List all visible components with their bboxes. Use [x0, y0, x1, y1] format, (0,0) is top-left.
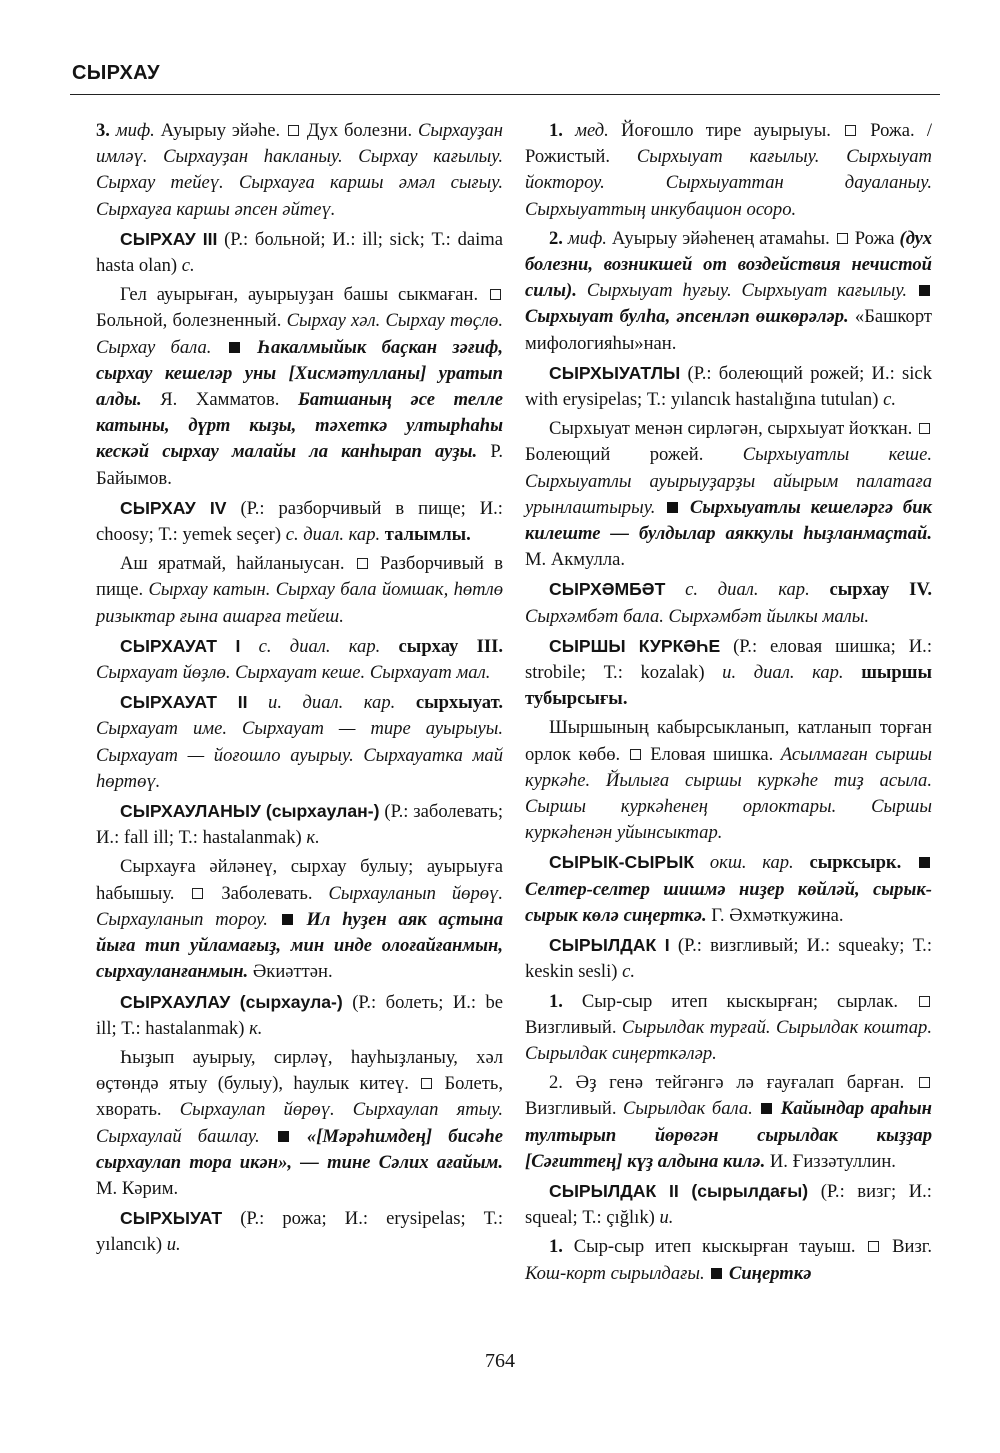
entry-syryldak-ii — [525, 1178, 932, 1231]
part-of-speech: и. — [659, 1207, 674, 1229]
headword: СЫРЫЛДАК II — [549, 1180, 679, 1201]
headword: СЫРХАУ IV — [120, 497, 227, 518]
citation-author: И. Ғиззәтуллин. — [769, 1150, 896, 1172]
translations: (Р.: рожа; И.: erysipelas; Т.: yılancık) — [96, 1208, 503, 1256]
part-of-speech: с. — [181, 255, 195, 277]
russian-equivalent: Заболевать. — [221, 882, 313, 904]
russian-equivalent: Рожа — [854, 227, 895, 249]
translation-marker-icon — [845, 125, 856, 136]
headword: СЫРХЫУАТ — [120, 1208, 223, 1229]
usage-label: с. диал. кар. — [258, 635, 381, 657]
definition: Һыҙып ауырыу, сирләү, һауһыҙланыу, хәл өҫтөндә ятыу (булыу), һаулык китеү. — [96, 1046, 503, 1095]
examples: Сырылдак турғай. Сырылдак коштар. Сырылдак сиңерткәләр. — [525, 1016, 932, 1064]
citation: Һакалмыйык баҫкан зәғиф, сырхау кешеләр уны [Хисмәтулланы] уратып алды. — [96, 336, 504, 411]
left-column — [96, 118, 503, 1262]
part-of-speech: к. — [306, 827, 320, 849]
stem-form: (сырылдағы) — [691, 1180, 809, 1201]
examples: Сырхауат име. Сырхауат — тире ауырыуы. Сырхауат — йоғошло ауырыу. Сырхауатка май һөртөү. — [96, 718, 503, 792]
translations: (Р.: заболевать; И.: fall ill; Т.: hastalanmak) — [96, 801, 503, 849]
citation-author: «Башкорт мифологияһы»нан. — [525, 306, 932, 354]
translation-marker-icon — [919, 1077, 930, 1088]
entry-body — [96, 282, 503, 492]
citation-marker-icon — [919, 857, 930, 868]
citation: Кайындар араһын тултырып йөрөгән сырылдак кыҙҙар [Сәғиттең] күҙ алдына килә. — [525, 1098, 932, 1172]
definition: Ауырыу эйәһенең атамаһы. — [611, 227, 830, 249]
translation-marker-icon — [837, 233, 848, 244]
usage-label: с. диал. кар. — [285, 524, 381, 546]
citation: «[Мәрәһимдең] бисәһе сырхаулап тора икән», — тине Сәлих ағайым. — [96, 1125, 503, 1173]
headword: СЫРХӘМБӘТ — [549, 579, 666, 600]
gloss: (дух болезни, возникшей от воздействия нечистой силы). — [525, 227, 932, 302]
usage-label: с. диал. кар. — [685, 579, 810, 601]
citation-author: М. Акмулла. — [525, 549, 625, 571]
usage-label: окш. кар. — [709, 852, 794, 874]
citation: Сырхыуатлы кешеләргә бик килеште — булдылар аяккулы һыҙланмаҫтай. — [525, 496, 932, 545]
translations: (Р.: болеть; И.: be ill; Т.: hastalanmak) — [96, 991, 504, 1039]
translations: (Р.: еловая шишка; И.: strobile; Т.: kozalak) — [525, 635, 932, 684]
translation-marker-icon — [357, 558, 368, 569]
examples: Сырхыуатлы кеше. Сырхыуатлы ауырыуҙарҙы айырым палатаға урынлаштырыу. — [525, 444, 932, 518]
headword: СЫРХАУ III — [120, 228, 218, 249]
definition: Шыршының кабырсыкланып, катланып торған орлок көбө. — [525, 717, 932, 765]
right-column — [525, 118, 932, 1290]
russian-equivalent: Визгливый. — [525, 1016, 617, 1038]
entry-syrhyuat-sense-2 — [525, 226, 932, 357]
definition: Гел ауырыған, ауырыуҙан башы сыкмаған. — [120, 284, 479, 306]
citation-marker-icon — [229, 342, 240, 353]
entry-syrhyuat-sense-1 — [525, 118, 932, 223]
citation-marker-icon — [282, 914, 293, 925]
examples: Сырхауат йөҙлө. Сырхауат кеше. Сырхауат мал. — [96, 662, 491, 684]
entry-body — [525, 715, 932, 846]
stem-form: (сырхаула-) — [239, 991, 343, 1012]
entry-body — [96, 551, 503, 630]
citation-author: Әкиәттән. — [252, 961, 333, 983]
entry-syrshy-kurkahe — [525, 633, 932, 713]
citation-author: Г. Әхмәткужина. — [711, 904, 844, 926]
entry-sense-1 — [525, 989, 932, 1068]
sense-number: 1. — [549, 1236, 563, 1258]
citation-marker-icon — [278, 1131, 289, 1142]
russian-equivalent: Болеющий рожей. — [525, 444, 704, 466]
entry-body — [96, 854, 503, 985]
usage-label: миф. — [567, 227, 607, 249]
headword: СЫРЫК-СЫРЫК — [549, 852, 695, 873]
citation: Сырхыуат булһа, әпсенләп өшкөрәләр. — [525, 306, 849, 328]
russian-equivalent: Еловая шишка. — [650, 743, 774, 765]
entry-syrhambat — [525, 576, 932, 629]
definition: Сыр-сыр итеп кыскырған; сырлак. — [581, 990, 899, 1012]
entry-syrhau-ii-sense-3 — [96, 118, 503, 223]
entry-syrhaulau — [96, 989, 503, 1042]
sense-number: 3. — [96, 120, 110, 141]
examples: Кош-корт сырылдағы. — [525, 1262, 705, 1284]
russian-equivalent: Рожа. / Рожистый. — [525, 120, 932, 168]
part-of-speech: и. — [166, 1234, 181, 1256]
citation-marker-icon — [711, 1268, 722, 1279]
cross-reference: сырхау III. — [398, 635, 503, 657]
definition: Әҙ генә тейгәнгә лә ғауғалап барған. — [575, 1072, 905, 1094]
definition: Йоғошло тире ауырыуы. — [621, 120, 831, 141]
translations: (Р.: больной; И.: ill; sick; Т.: daima hasta olan) — [96, 228, 503, 277]
cross-reference: талымлы. — [384, 524, 471, 546]
sense-number: 2. — [549, 1072, 563, 1094]
header-rule — [70, 94, 940, 95]
translations: (Р.: болеющий рожей; И.: sick with erysipelas; Т.: yılancık hastalığına tutulan) — [525, 362, 932, 411]
usage-label: мед. — [575, 120, 609, 141]
examples: Сырхау хәл. Сырхау төҫлө. Сырхау бала. — [96, 310, 503, 358]
examples: Сырхаулап йөрөү. Сырхаулап ятыу. Сырхаулай башлау. — [96, 1099, 503, 1147]
entry-syrhyuat — [96, 1205, 503, 1258]
headword: СЫРХЫУАТЛЫ — [549, 362, 681, 383]
cross-reference: сырксырк. — [809, 852, 902, 874]
citation-marker-icon — [667, 502, 678, 513]
examples: Сырхауланып йөрөү. Сырхауланып тороу. — [96, 882, 503, 930]
examples: Сырхыуат кағылыу. Сырхыуат йоктороу. Сырхыуаттан дауаланыу. Сырхыуаттың инкубацион осоро. — [525, 146, 932, 220]
headword: СЫРХАУЛАУ — [120, 991, 231, 1012]
citation: Батшаның әсе телле катыны, дүрт кыҙы, тәхеткә ултырһаһы кескәй сырхау малайы ла канһырап ауҙы. — [96, 389, 504, 463]
usage-label: и. диал. кар. — [268, 692, 396, 714]
entry-body — [96, 1045, 503, 1202]
translations: (Р.: визгливый; И.: squeaky; Т.: keskin sesli) — [525, 935, 932, 983]
citation-marker-icon — [919, 285, 930, 296]
usage-label: миф. — [115, 120, 155, 141]
stem-form: (сырхаулан-) — [265, 801, 380, 822]
examples: Сырылдак бала. — [622, 1098, 753, 1120]
headword: СЫРХАУЛАНЫУ — [120, 801, 261, 822]
translation-marker-icon — [421, 1078, 432, 1089]
entry-syrhau-iv — [96, 495, 503, 548]
translation-marker-icon — [630, 749, 641, 760]
translation-marker-icon — [868, 1241, 879, 1252]
headword: СЫРХАУАТ II — [120, 692, 248, 713]
citation: Селтер-селтер шишмә ниҙер көйләй, сырык-сырык көлә сиңерткә. — [525, 878, 932, 926]
translation-marker-icon — [919, 423, 930, 434]
cross-reference: сырхау IV. — [829, 579, 932, 601]
citation: Ил һуҙен аяк аҫтына йыға тип уйламағыҙ, мин инде олоғайғанмын, сырхауланғанмын. — [96, 908, 503, 983]
entry-sense-1 — [525, 1234, 932, 1286]
entry-syrhaulanyu — [96, 798, 503, 851]
examples: Сырхыуат һуғыу. Сырхыуат кағылыу. — [586, 280, 908, 302]
russian-equivalent: Визг. — [892, 1236, 932, 1258]
russian-equivalent: Визгливый. — [525, 1098, 617, 1120]
definition: Аш яратмай, һайланыусан. — [120, 553, 345, 575]
usage-label: и. диал. кар. — [722, 662, 844, 684]
cross-reference: шыршы тубырсығы. — [525, 662, 932, 710]
entry-syrhyuatly — [525, 360, 932, 413]
entry-sense-2 — [525, 1070, 932, 1175]
sense-number: 2. — [549, 227, 563, 249]
citation: Сиңерткә — [728, 1262, 812, 1284]
running-head: СЫРХАУ — [72, 62, 160, 84]
definition: Сыр-сыр итеп кыскырған тауыш. — [573, 1236, 856, 1258]
definition: Ауырыу эйәһе. — [160, 120, 281, 141]
examples: Сырхауҙан имләү. Сырхауҙан һакланыу. Сырхау кағылыу. Сырхау тейеү. Сырхауға каршы әмәл сығыу. Сырхауға каршы әпсен әйтеү. — [96, 120, 503, 220]
russian-equivalent: Разборчивый в пище. — [96, 553, 503, 601]
definition: Сырхыуат менән сирләгән, сырхыуат йоҡҡан. — [549, 418, 913, 440]
entry-syrhauat-ii — [96, 689, 503, 795]
examples: Асылмаған сыршы куркәһе. Йылыға сыршы куркәһе тиҙ асыла. Сыршы куркәһенең орлоктары. Сыршы куркәһенән уйынсыктар. — [525, 743, 933, 844]
citation-author: М. Кәрим. — [96, 1177, 179, 1199]
translation-marker-icon — [490, 289, 501, 300]
sense-number: 1. — [549, 990, 563, 1012]
examples: Сырхәмбәт бала. Сырхәмбәт йылкы малы. — [525, 605, 869, 627]
headword: СЫРЫЛДАК I — [549, 935, 670, 956]
sense-number: 1. — [549, 120, 563, 141]
definition: Сырхауға әйләнеү, сырхау булыу; ауырыуға һабышыу. — [96, 856, 503, 904]
russian-equivalent: Больной, болезненный. — [96, 310, 282, 332]
part-of-speech: с. — [883, 389, 896, 411]
entry-body — [525, 416, 932, 573]
translation-marker-icon — [919, 996, 930, 1007]
russian-equivalent: Болеть, хворать. — [96, 1073, 503, 1121]
translations: (Р.: разборчивый в пище; И.: choosy; Т.: yemek seçer) — [96, 497, 503, 546]
cross-reference: сырхыуат. — [415, 692, 503, 714]
entry-syryldak-i — [525, 932, 932, 985]
translations: (Р.: визг; И.: squeal; Т.: çığlık) — [525, 1180, 932, 1229]
translation-marker-icon — [288, 125, 299, 136]
entry-syrhauat-i — [96, 633, 503, 686]
page-number: 764 — [485, 1350, 515, 1372]
part-of-speech: с. — [622, 961, 636, 983]
citation-author: Р. Байымов. — [96, 441, 503, 489]
translation-marker-icon — [192, 888, 203, 899]
entry-syryk-syryk — [525, 849, 932, 929]
headword: СЫРХАУАТ I — [120, 635, 241, 656]
entry-syrhau-iii — [96, 226, 503, 279]
headword: СЫРШЫ КУРКӘҺЕ — [549, 635, 721, 656]
citation-author: Я. Хамматов. — [160, 389, 280, 411]
russian-equivalent: Дух болезни. — [306, 120, 413, 141]
part-of-speech: к. — [249, 1017, 263, 1039]
citation-marker-icon — [761, 1103, 772, 1114]
examples: Сырхау катын. Сырхау бала йомшак, һөтлө ризыктар ғына ашарға тейеш. — [96, 579, 503, 627]
